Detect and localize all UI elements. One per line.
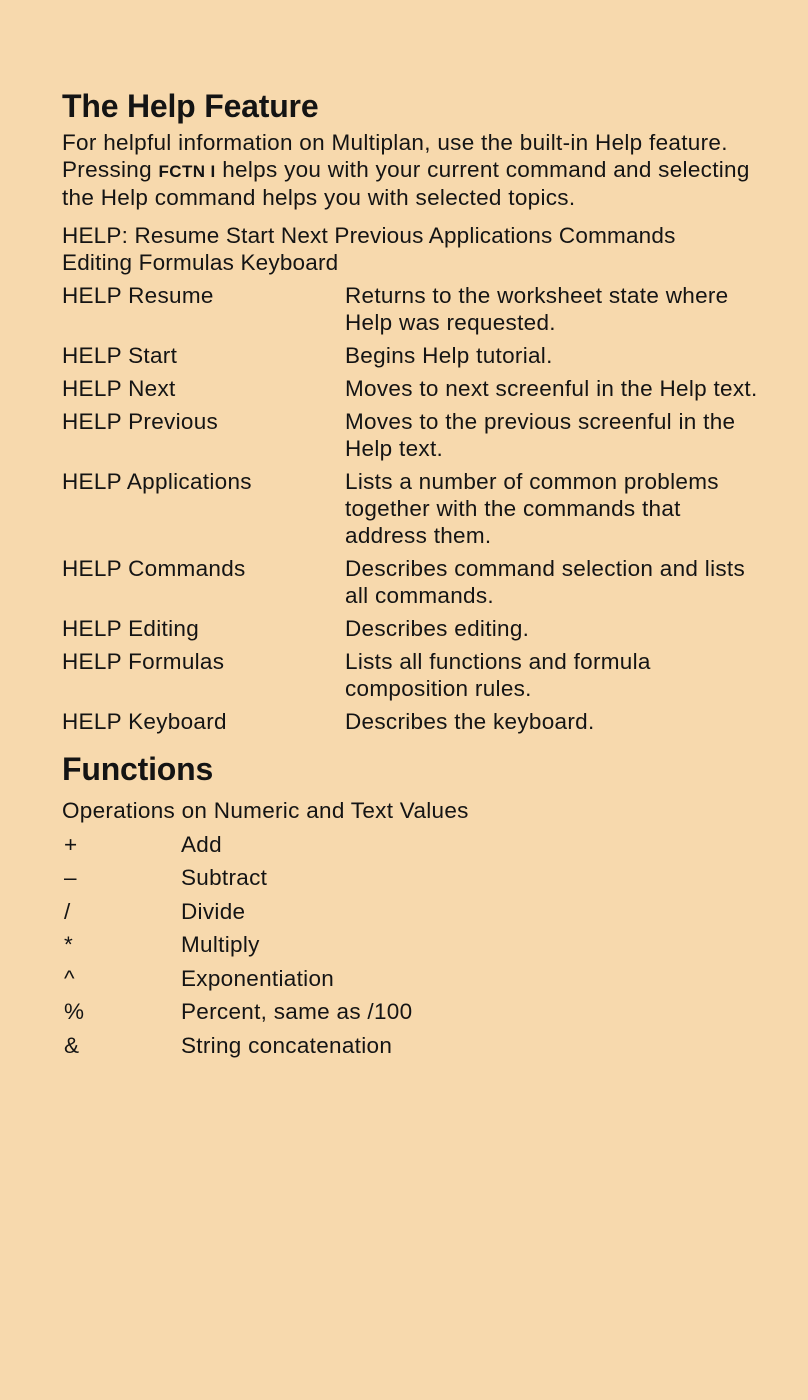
operation-row [62, 998, 768, 1025]
help-command-name: HELP Keyboard [62, 708, 227, 734]
help-command-name: HELP Previous [62, 408, 219, 434]
fctn-i-key: FCTN I [158, 161, 216, 181]
help-command-row [62, 342, 762, 369]
operations-subheading: Operations on Numeric and Text Values [62, 797, 469, 823]
help-command-row [62, 282, 762, 336]
help-command-description: Lists all functions and formula composition rules. [345, 648, 651, 701]
help-intro-text-end: helps you with your current command and selecting the Help command helps you with selected topics. [62, 156, 750, 210]
functions-title: Functions [62, 750, 214, 787]
help-menu-line: HELP: Resume Start Next Previous Applications Commands Editing Formulas Keyboard [62, 222, 676, 275]
help-command-name: HELP Start [62, 342, 178, 368]
operator-name: Exponentiation [181, 965, 335, 991]
operations-table [62, 831, 768, 1059]
help-command-name: HELP Commands [62, 555, 246, 581]
operator-name: String concatenation [181, 1032, 393, 1058]
help-command-row [62, 468, 762, 549]
operation-row [62, 931, 768, 958]
help-command-description: Describes command selection and lists all commands. [345, 555, 746, 608]
operation-row [62, 831, 768, 858]
help-command-name: HELP Next [62, 375, 176, 401]
help-command-description: Describes editing. [345, 615, 530, 641]
help-command-name: HELP Formulas [62, 648, 225, 674]
help-feature-title: The Help Feature [62, 88, 319, 124]
operator-symbol: / [64, 898, 71, 924]
operator-name: Add [181, 831, 222, 857]
operator-symbol: – [64, 865, 77, 890]
operator-symbol: + [64, 831, 78, 857]
help-command-row [62, 615, 762, 642]
help-intro-text-start: For helpful information on Multiplan, use the built-in Help feature. Pressing [62, 130, 728, 182]
operator-symbol: ^ [64, 965, 75, 991]
help-intro-paragraph [62, 130, 752, 212]
operator-name: Multiply [181, 932, 260, 957]
help-command-row [62, 408, 762, 462]
help-command-description: Returns to the worksheet state where Help was requested. [345, 282, 729, 335]
help-command-row [62, 648, 762, 702]
help-command-description: Begins Help tutorial. [345, 342, 553, 368]
help-command-description: Moves to the previous screenful in the Help text. [345, 408, 736, 461]
help-command-name: HELP Resume [62, 282, 214, 308]
operator-symbol: & [64, 1032, 80, 1058]
help-command-row [62, 708, 762, 735]
operation-row [62, 898, 768, 925]
help-command-description: Moves to next screenful in the Help text. [345, 375, 758, 401]
operator-name: Percent, same as /100 [181, 999, 413, 1024]
operator-symbol: % [64, 999, 85, 1024]
operation-row [62, 1032, 768, 1059]
operation-row [62, 864, 768, 891]
operator-symbol: * [64, 932, 74, 957]
help-command-name: HELP Applications [62, 468, 252, 494]
operation-row [62, 965, 768, 992]
help-command-description: Lists a number of common problems together with the commands that address them. [345, 468, 719, 548]
help-commands-table [62, 282, 762, 735]
operator-name: Subtract [181, 865, 268, 890]
operator-name: Divide [181, 898, 246, 924]
help-command-row [62, 375, 762, 402]
help-command-row [62, 555, 762, 609]
help-command-name: HELP Editing [62, 615, 200, 641]
help-command-description: Describes the keyboard. [345, 708, 595, 734]
